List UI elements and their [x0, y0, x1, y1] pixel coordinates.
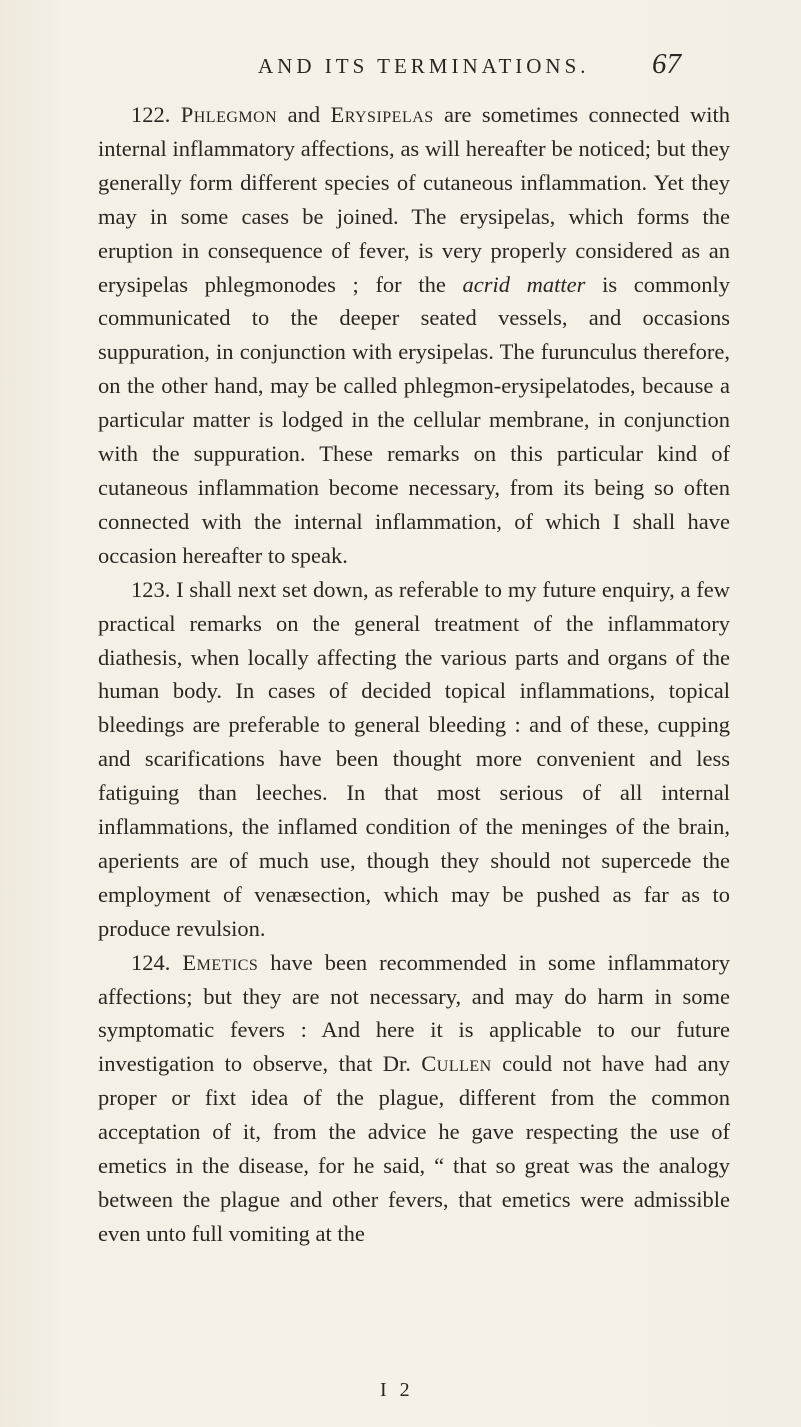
paragraph-number: 123.: [131, 576, 171, 602]
running-head: AND ITS TERMINATIONS.: [258, 54, 590, 78]
signature-mark: I 2: [380, 1379, 414, 1401]
paragraph-123: [98, 573, 730, 946]
page-number: 67: [652, 48, 681, 80]
name-cullen: Cullen: [421, 1051, 492, 1077]
paragraph-number: 124.: [131, 949, 171, 975]
paragraph-text: have been recommended in some inflammatory affections; but they are not necessary, and may do harm in some symptomatic fevers : And here it is applicable to our future investigation to observe, that Dr.: [98, 949, 730, 1077]
page-header: [0, 48, 801, 88]
paragraph-124: [98, 946, 730, 1251]
body-text: [98, 98, 730, 1251]
term-phlegmon: Phlegmon: [180, 102, 278, 127]
paragraph-text: I shall next set down, as referable to my future enquiry, a few practical remarks on the general treatment of the inflammatory diathesis, when locally affecting the various parts and organs of the human body. In cases of decided topical inflammations, topical bleedings are preferable to general bleeding : and of these, cupping and scarifications have been thought more convenient and less fatiguing than leeches. In that most serious of all internal inflammations, the inflamed condition of the meninges of the brain, aperients are of much use, though they should not supercede the employment of venæsection, which may be pushed as far as to produce revulsion.: [98, 576, 730, 941]
paragraph-122: [98, 98, 730, 573]
paragraph-text: and: [277, 102, 331, 127]
italic-phrase: acrid matter: [462, 271, 586, 297]
term-erysipelas: Erysipelas: [330, 102, 434, 127]
term-emetics: Emetics: [182, 949, 259, 975]
paragraph-text: is commonly communicated to the deeper seated vessels, and occasions suppuration, in conjunction with erysipelas. The furunculus therefore, on the other hand, may be called phlegmon-erysipelatodes, because a particular matter is lodged in the cellular membrane, in conjunction with the suppuration. These remarks on this particular kind of cutaneous inflammation become necessary, from its being so often connected with the internal inflammation, of which I shall have occasion hereafter to speak.: [98, 271, 730, 568]
paragraph-text: are sometimes connected with internal inflammatory affections, as will hereafter be noticed; but they generally form different species of cutaneous inflammation. Yet they may in some cases be joined. The erysipelas, which forms the eruption in consequence of fever, is very properly considered as an erysipelas phlegmonodes ; for the: [98, 102, 730, 297]
paragraph-number: 122.: [131, 102, 171, 127]
paragraph-text: could not have had any proper or fixt idea of the plague, different from the common acceptation of it, from the advice he gave respecting the use of emetics in the disease, for he said, “ that so great was the analogy between the plague and other fevers, that emetics were admissible even unto full vomiting at the: [98, 1051, 731, 1246]
